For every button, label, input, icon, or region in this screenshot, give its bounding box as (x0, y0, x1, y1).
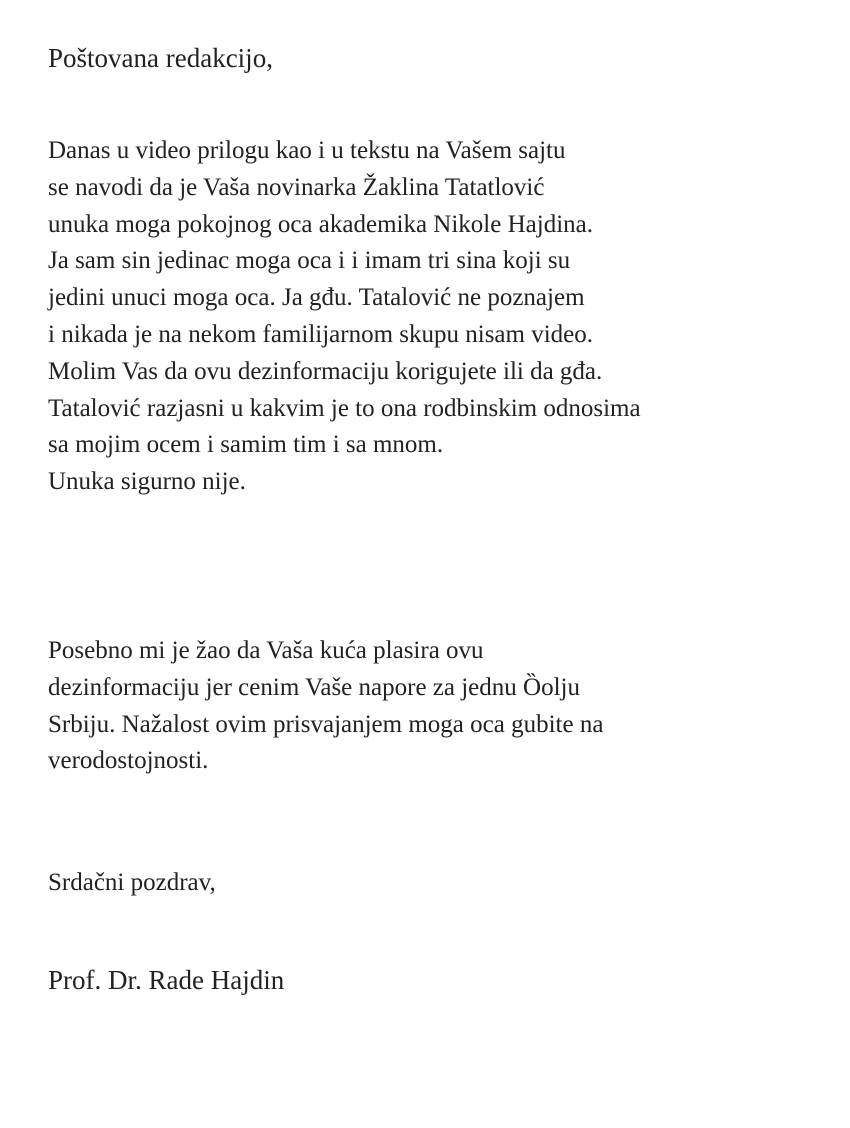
paragraph-line: Tatalović razjasni u kakvim je to ona rodbinskim odnosima (48, 394, 641, 422)
salutation: Poštovana redakcijo, (48, 43, 273, 73)
closing: Srdačni pozdrav, (48, 869, 216, 896)
paragraph-line: Srbiju. Nažalost ovim prisvajanjem moga oca gubite na (48, 710, 604, 738)
paragraph-line: verodostojnosti. (48, 747, 209, 775)
paragraph-line: Unuka sigurno nije. (48, 468, 246, 496)
paragraph-line: dezinformaciju jer cenim Vaše napore za jednu Ȍolju (48, 673, 580, 701)
paragraph-line: Danas u video prilogu kao i u tekstu na Vašem sajtu (48, 137, 566, 164)
paragraph-1 (48, 133, 641, 501)
letter (48, 0, 838, 1128)
paragraph-line: i nikada je na nekom familijarnom skupu nisam video. (48, 320, 594, 348)
paragraph-line: sa mojim ocem i samim tim i sa mnom. (48, 431, 444, 459)
signature: Prof. Dr. Rade Hajdin (48, 965, 285, 995)
paragraph-line: Molim Vas da ovu dezinformaciju korigujete ili da gđa. (48, 357, 603, 385)
paragraph-2 (48, 633, 603, 780)
paragraph-line: jedini unuci moga oca. Ja gđu. Tatalović ne poznajem (48, 284, 585, 312)
paragraph-line: Posebno mi je žao da Vaša kuća plasira ovu (48, 637, 484, 664)
paragraph-line: se navodi da je Vaša novinarka Žaklina Tatatlović (48, 173, 545, 201)
paragraph-line: unuka moga pokojnog oca akademika Nikole Hajdina. (48, 210, 593, 238)
paragraph-line: Ja sam sin jedinac moga oca i i imam tri sina koji su (48, 247, 571, 275)
